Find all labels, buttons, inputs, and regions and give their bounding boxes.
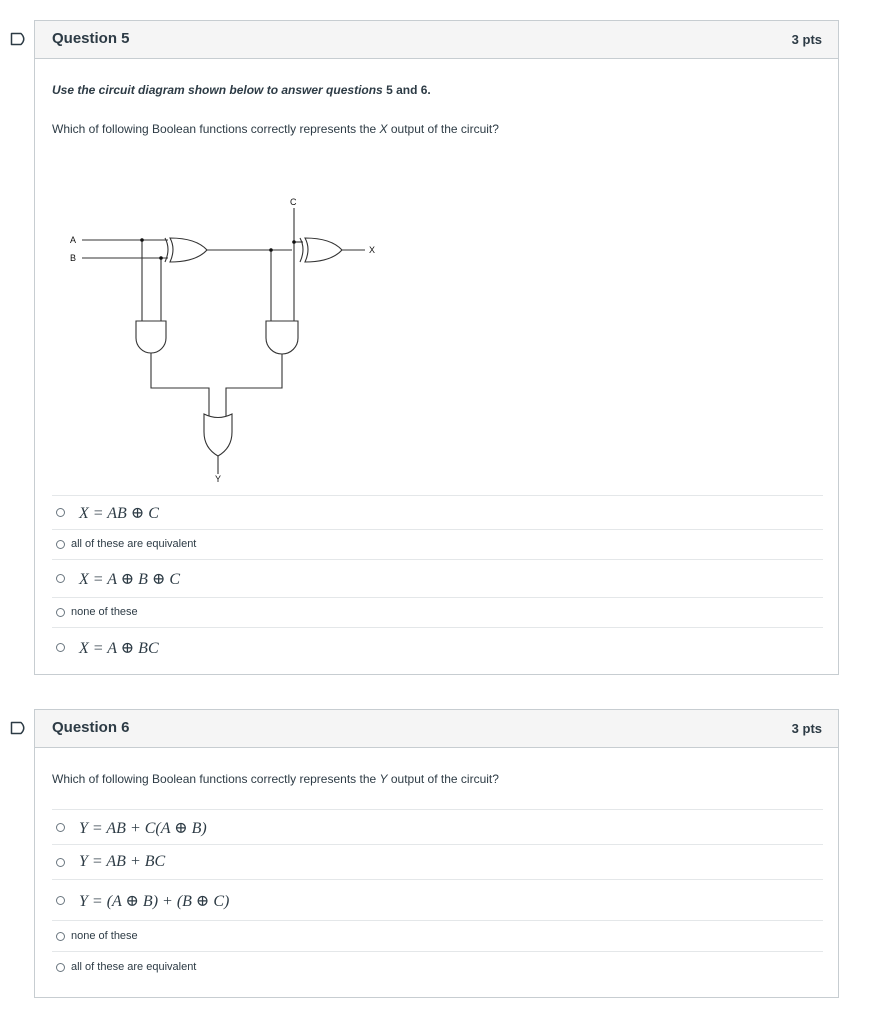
answer-option[interactable] bbox=[52, 559, 823, 597]
radio-button[interactable] bbox=[56, 540, 65, 549]
label-c: C bbox=[290, 197, 297, 207]
answer-option-label: X = A ⊕ BC bbox=[79, 640, 159, 657]
answer-option-label: Y = AB + C(A ⊕ B) bbox=[79, 820, 207, 837]
question-title: Question 5 bbox=[52, 30, 130, 47]
question-prompt: Which of following Boolean functions correctly represents the Y output of the circuit? bbox=[52, 772, 499, 786]
answer-option-label: none of these bbox=[71, 930, 138, 942]
radio-button[interactable] bbox=[56, 963, 65, 972]
answer-option-label: all of these are equivalent bbox=[71, 538, 197, 550]
radio-button[interactable] bbox=[56, 858, 65, 867]
circuit-diagram bbox=[60, 176, 400, 484]
answer-option[interactable] bbox=[52, 627, 823, 667]
flag-question-6-icon[interactable] bbox=[10, 721, 28, 735]
question-5-card bbox=[34, 20, 839, 675]
radio-button[interactable] bbox=[56, 896, 65, 905]
radio-button[interactable] bbox=[56, 823, 65, 832]
label-b: B bbox=[70, 253, 77, 263]
answer-option[interactable] bbox=[52, 495, 823, 529]
radio-button[interactable] bbox=[56, 608, 65, 617]
radio-button[interactable] bbox=[56, 643, 65, 652]
answer-option-label: X = AB ⊕ C bbox=[79, 505, 159, 522]
radio-button[interactable] bbox=[56, 932, 65, 941]
answer-option[interactable] bbox=[52, 951, 823, 983]
question-points: 3 pts bbox=[791, 721, 822, 736]
answer-option-label: Y = (A ⊕ B) + (B ⊕ C) bbox=[79, 893, 230, 910]
answer-option[interactable] bbox=[52, 920, 823, 951]
instruction-main: Use the circuit diagram shown below to answer questions bbox=[52, 83, 383, 97]
answer-option[interactable] bbox=[52, 844, 823, 879]
answer-option[interactable] bbox=[52, 879, 823, 920]
instruction-text bbox=[52, 83, 431, 97]
answer-option[interactable] bbox=[52, 597, 823, 627]
answer-option-label: all of these are equivalent bbox=[71, 961, 197, 973]
answer-option[interactable] bbox=[52, 809, 823, 844]
answer-option[interactable] bbox=[52, 529, 823, 559]
radio-button[interactable] bbox=[56, 508, 65, 517]
instruction-numbers: 5 and 6. bbox=[386, 83, 431, 97]
question-6-card bbox=[34, 709, 839, 998]
question-6-header bbox=[35, 710, 838, 748]
question-title: Question 6 bbox=[52, 719, 130, 736]
radio-button[interactable] bbox=[56, 574, 65, 583]
question-points: 3 pts bbox=[791, 32, 822, 47]
label-a: A bbox=[70, 235, 77, 245]
label-y: Y bbox=[215, 474, 222, 484]
answer-option-label: none of these bbox=[71, 606, 138, 618]
question-prompt: Which of following Boolean functions correctly represents the X output of the circuit? bbox=[52, 122, 499, 136]
answer-option-label: Y = AB + BC bbox=[79, 853, 166, 870]
question-5-header bbox=[35, 21, 838, 59]
label-x: X bbox=[369, 245, 376, 255]
answer-option-label: X = A ⊕ B ⊕ C bbox=[79, 571, 181, 588]
flag-question-5-icon[interactable] bbox=[10, 32, 28, 46]
